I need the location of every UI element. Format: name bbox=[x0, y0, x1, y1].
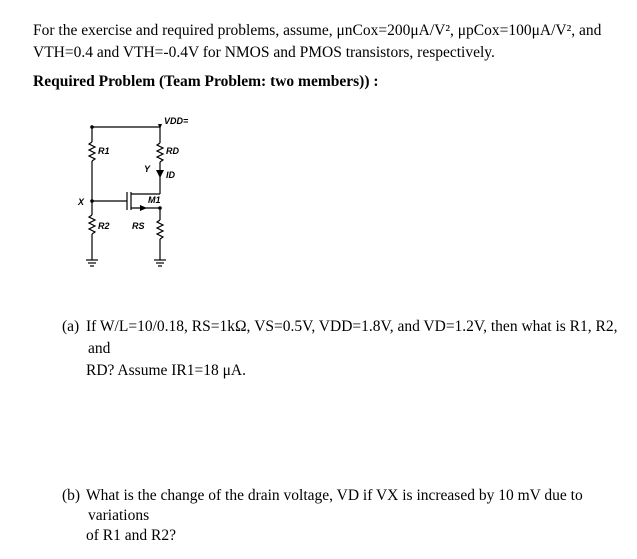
question-a bbox=[62, 316, 622, 382]
question-b-line-2 bbox=[62, 526, 622, 546]
r2-label: R2 bbox=[98, 221, 110, 231]
rs-label: RS bbox=[132, 221, 145, 231]
id-current-arrow-icon bbox=[156, 170, 164, 178]
question-b-text-1: What is the change of the drain voltage, VD if VX is increased by 10 mV due to variations bbox=[86, 487, 583, 524]
m1-label: M1 bbox=[148, 195, 161, 205]
rd-label: RD bbox=[166, 146, 179, 156]
intro-line-1: For the exercise and required problems, assume, μnCox=200μA/V², μpCox=100μA/V², and bbox=[33, 22, 602, 39]
id-label: ID bbox=[166, 170, 175, 180]
question-b bbox=[62, 486, 622, 546]
node-dot-vdd-left bbox=[90, 125, 94, 129]
question-b-line-1 bbox=[62, 486, 622, 526]
question-a-text-2: RD? Assume IR1=18 μA. bbox=[86, 362, 246, 379]
vdd-label: VDD= bbox=[164, 116, 189, 126]
r2-resistor bbox=[89, 215, 95, 234]
required-problem-heading: Required Problem (Team Problem: two members)) : bbox=[33, 73, 379, 90]
question-a-text-1: If W/L=10/0.18, RS=1kΩ, VS=0.5V, VDD=1.8V, and VD=1.2V, then what is R1, R2, and bbox=[86, 318, 618, 357]
question-b-text-2: of R1 and R2? bbox=[86, 527, 176, 544]
nmos-source-arrow-icon bbox=[140, 205, 147, 211]
x-label: X bbox=[78, 197, 85, 207]
question-a-line-2 bbox=[62, 360, 622, 382]
intro-line-2: VTH=0.4 and VTH=-0.4V for NMOS and PMOS transistors, respectively. bbox=[33, 44, 495, 61]
problem-intro bbox=[33, 20, 613, 64]
r1-label: R1 bbox=[98, 146, 110, 156]
question-a-label: (a) bbox=[62, 318, 80, 335]
rd-resistor bbox=[157, 143, 163, 162]
node-dot-x bbox=[90, 199, 94, 203]
circuit-diagram bbox=[70, 112, 220, 282]
rs-resistor bbox=[157, 220, 163, 239]
question-b-label: (b) bbox=[62, 487, 81, 504]
question-a-line-1 bbox=[62, 316, 622, 360]
y-label: Y bbox=[144, 164, 151, 174]
node-dot-source bbox=[158, 206, 162, 210]
r1-resistor bbox=[89, 142, 95, 161]
